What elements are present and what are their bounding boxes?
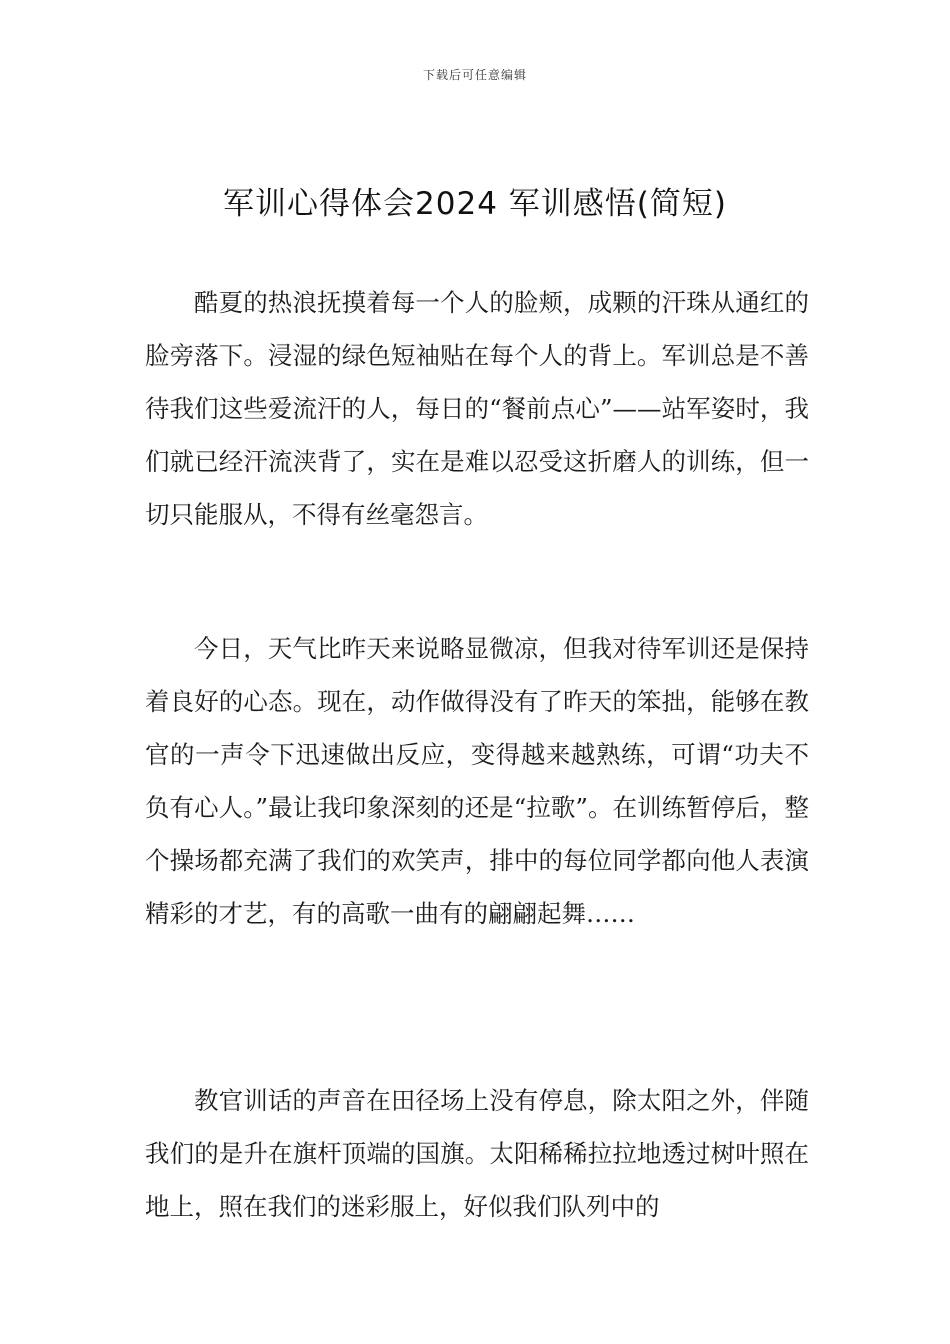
header-note: 下载后可任意编辑 [422,68,527,82]
paragraph-1: 酷夏的热浪抚摸着每一个人的脸颊，成颗的汗珠从通红的脸旁落下。浸湿的绿色短袖贴在每个人的背上。军训总是不善待我们这些爱流汗的人，每日的“餐前点心”——站军姿时，我们就已经汗流浃背了，实在是难以忍受这折磨人的训练，但一切只能服从，不得有丝毫怨言。 [145,288,809,529]
paragraph-3: 教官训话的声音在田径场上没有停息，除太阳之外，伴随我们的是升在旗杆顶端的国旗。太阳稀稀拉拉地透过树叶照在地上，照在我们的迷彩服上，好似我们队列中的 [145,1086,809,1221]
paragraph-2: 今日，天气比昨天来说略显微凉，但我对待军训还是保持着良好的心态。现在，动作做得没有了昨天的笨拙，能够在教官的一声令下迅速做出反应，变得越来越熟练，可谓“功夫不负有心人。”最让我印象深刻的还是“拉歌”。在训练暂停后，整个操场都充满了我们的欢笑声，排中的每位同学都向他人表演精彩的才艺，有的高歌一曲有的翩翩起舞…… [145,634,809,928]
document-title: 军训心得体会2024 军训感悟(简短) [223,186,727,222]
